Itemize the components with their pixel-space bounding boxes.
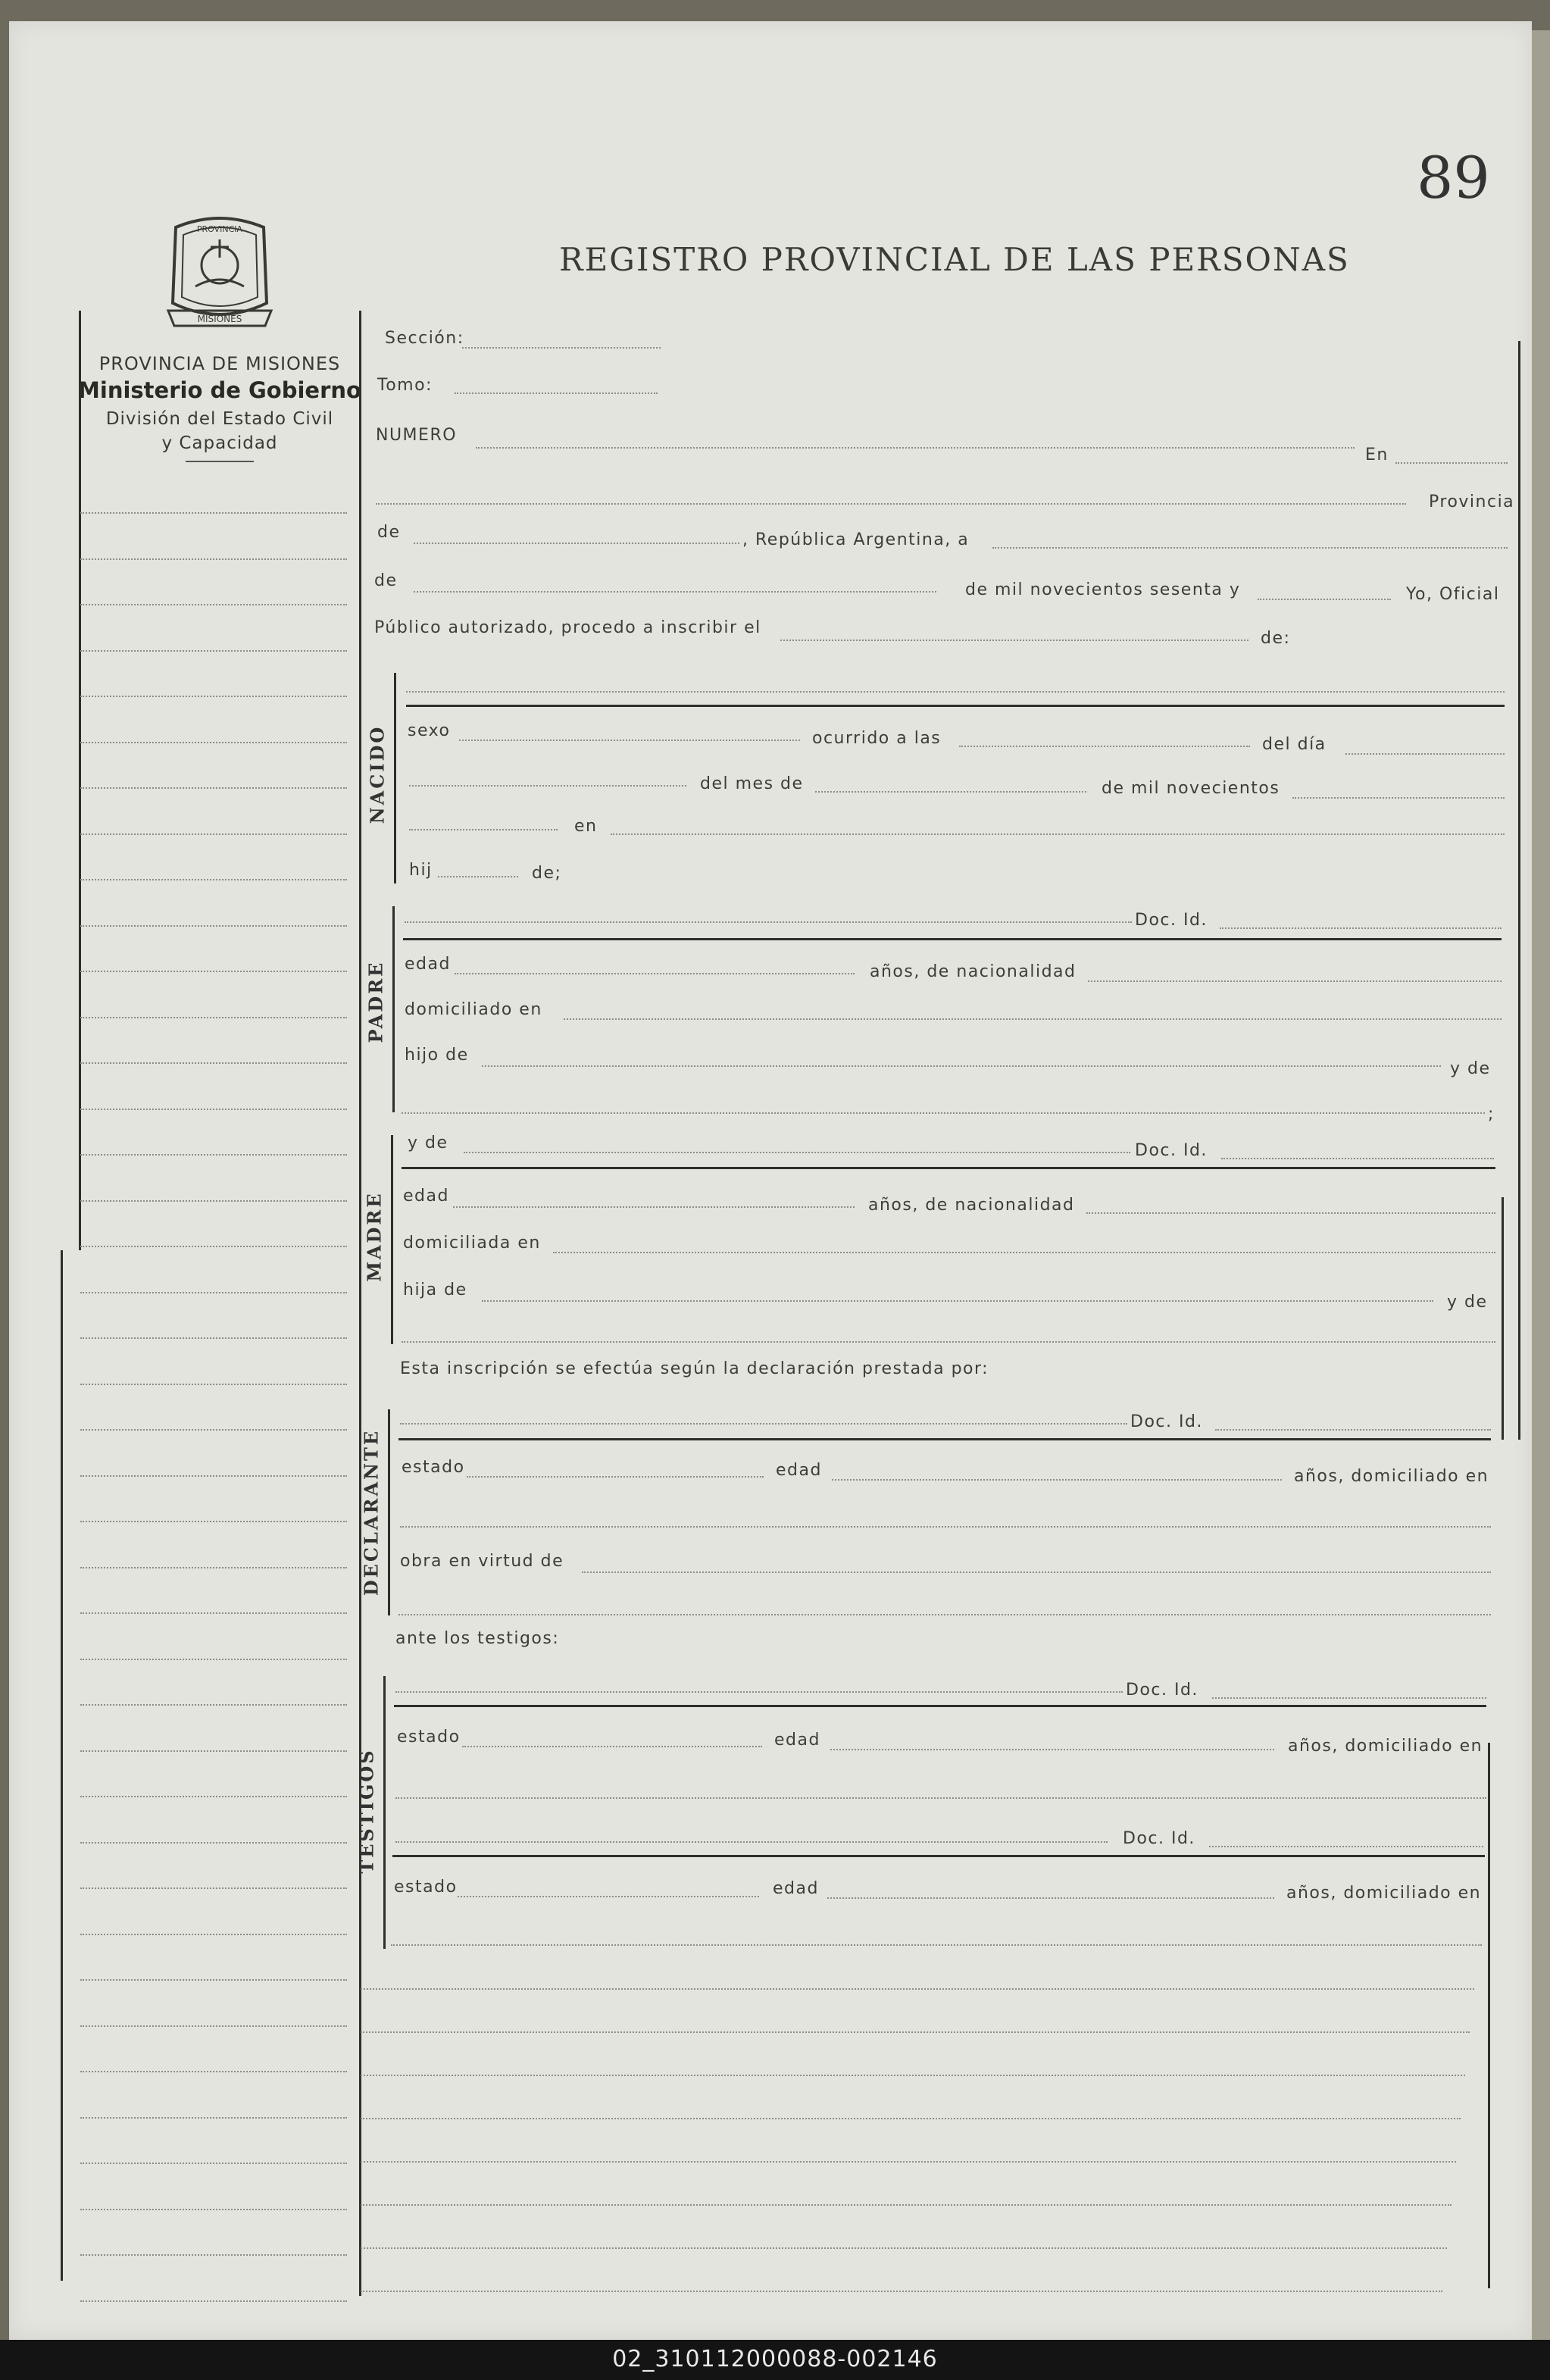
org-division-2: y Capacidad (161, 433, 278, 453)
madre-edad-label: edad (403, 1187, 449, 1206)
province-seal-icon (161, 212, 279, 341)
de-label-2: de (374, 571, 398, 590)
margin-rule-line (80, 1704, 347, 1706)
declarante-doc-field[interactable] (1215, 1429, 1491, 1431)
padre-doc-field[interactable] (1220, 927, 1502, 929)
seal-bottom-text: MISIONES (197, 314, 242, 324)
padre-nacionalidad-field[interactable] (1088, 980, 1502, 982)
de-field-1[interactable] (414, 543, 739, 544)
madre-hija-de-field[interactable] (482, 1300, 1433, 1302)
testigos-bracket (383, 1676, 386, 1949)
margin-rule-line (80, 1062, 347, 1064)
seal-top-text: PROVINCIA (196, 224, 243, 234)
en-field[interactable] (1395, 462, 1508, 464)
dia-field[interactable] (1345, 753, 1505, 755)
de-mil-novecientos-label: de mil novecientos (1102, 779, 1280, 798)
right-border-line-bottom (1488, 1743, 1490, 2288)
margin-rule-line (80, 1750, 347, 1752)
margin-rule-line (80, 971, 347, 972)
margin-rule-line (80, 604, 347, 605)
madre-doc-label: Doc. Id. (1135, 1141, 1208, 1160)
declarante-domicilio-field[interactable] (400, 1526, 1491, 1528)
padre-name-field[interactable] (405, 921, 1132, 923)
padre-bracket (392, 906, 395, 1112)
margin-rule-line (80, 2025, 347, 2027)
declarante-estado-field[interactable] (467, 1476, 764, 1478)
bottom-rule-line (361, 1988, 1474, 1990)
padre-madre-field[interactable] (402, 1112, 1485, 1114)
padre-y-de-label: y de (1450, 1059, 1491, 1078)
de-colon-label: de: (1261, 629, 1291, 648)
madre-domiciliada-label: domiciliada en (403, 1234, 541, 1253)
testigo2-domicilio-field[interactable] (391, 1944, 1482, 1946)
bottom-rule-line (361, 2291, 1442, 2292)
madre-doc-field[interactable] (1221, 1158, 1494, 1159)
testigo1-edad-field[interactable] (830, 1749, 1274, 1750)
margin-rule-line (80, 1567, 347, 1568)
declarante-obra-cont-field[interactable] (398, 1614, 1491, 1615)
declarante-doc-label: Doc. Id. (1130, 1412, 1203, 1431)
lugar-pre-field[interactable] (409, 829, 558, 830)
testigo1-domicilio-field[interactable] (395, 1797, 1486, 1799)
margin-rule-line (80, 1979, 347, 1981)
declarante-obra-label: obra en virtud de (400, 1552, 564, 1571)
padre-domicilio-field[interactable] (564, 1018, 1502, 1020)
org-division-1: División del Estado Civil (105, 409, 334, 429)
testigo1-doc-field[interactable] (1212, 1697, 1486, 1699)
column-divider-line (359, 311, 361, 2296)
testigo2-doc-label: Doc. Id. (1123, 1829, 1195, 1848)
lugar-field[interactable] (611, 833, 1505, 835)
margin-rule-line (80, 2163, 347, 2164)
madre-edad-field[interactable] (453, 1206, 855, 1208)
sexo-field[interactable] (459, 740, 800, 741)
margin-rule-line (80, 1246, 347, 1247)
margin-rule-line (80, 1842, 347, 1844)
publico-label: Público autorizado, procedo a inscribir el (374, 618, 761, 637)
declarante-edad-field[interactable] (832, 1479, 1282, 1481)
section-padre: PADRE (364, 960, 387, 1043)
madre-bracket (391, 1135, 393, 1344)
testigo1-estado-field[interactable] (462, 1746, 762, 1747)
padre-nacionalidad-label: años, de nacionalidad (870, 962, 1077, 981)
margin-rule-line (80, 1521, 347, 1522)
madre-y-de-label: y de (408, 1134, 448, 1152)
hij-de-label: de; (532, 864, 562, 883)
bottom-rule-line (361, 2204, 1452, 2206)
margin-rule-line (80, 2300, 347, 2302)
margin-rule-line (80, 1612, 347, 1614)
margin-rule-line (80, 2209, 347, 2210)
ocurrido-label: ocurrido a las (812, 729, 942, 748)
margin-rule-line (80, 2117, 347, 2119)
numero-field[interactable] (476, 447, 1355, 449)
padre-doc-label: Doc. Id. (1135, 911, 1208, 930)
padre-hijo-de-field[interactable] (482, 1065, 1441, 1067)
numero-label: NUMERO (376, 426, 458, 445)
hij-label: hij (409, 861, 433, 880)
de-field-2[interactable] (414, 591, 936, 593)
margin-rule-line (80, 650, 347, 652)
madre-madre-field[interactable] (402, 1341, 1495, 1343)
bottom-rule-line (361, 2031, 1470, 2033)
margin-rule-line (80, 1887, 347, 1889)
scan-id: 02_310112000088-002146 (612, 2346, 938, 2372)
bottom-rule-line (361, 2075, 1465, 2076)
margin-rule-line (80, 2071, 347, 2072)
year-field[interactable] (1258, 599, 1391, 600)
left-margin-line-bottom (61, 1250, 63, 2281)
bottom-rule-line (361, 2118, 1461, 2119)
org-ministry: Ministerio de Gobierno (78, 377, 361, 403)
tomo-field[interactable] (455, 392, 658, 394)
testigo1-edad-label: edad (774, 1731, 820, 1750)
testigo1-doc-label: Doc. Id. (1126, 1681, 1198, 1700)
mes-field[interactable] (815, 791, 1086, 793)
en-nacido-label: en (574, 817, 598, 836)
sexo-label: sexo (408, 721, 451, 740)
declarante-bracket (388, 1409, 390, 1615)
seccion-label: Sección: (385, 329, 464, 348)
yo-oficial-label: Yo, Oficial (1406, 585, 1500, 604)
tomo-label: Tomo: (377, 376, 433, 395)
margin-rule-line (80, 1475, 347, 1477)
right-border-line-top (1518, 341, 1520, 1440)
margin-rule-line (80, 1659, 347, 1660)
provincia-field[interactable] (376, 503, 1406, 505)
margin-rule-line (80, 1109, 347, 1110)
declarante-edad-label: edad (776, 1461, 822, 1480)
testigo2-edad-label: edad (773, 1879, 819, 1898)
padre-semicolon: ; (1488, 1105, 1495, 1124)
hij-field[interactable] (438, 876, 518, 877)
declarante-obra-field[interactable] (582, 1572, 1491, 1573)
testigo2-rule (392, 1855, 1485, 1857)
padre-rule (403, 938, 1502, 940)
margin-rule-line (80, 558, 347, 560)
section-nacido: NACIDO (366, 724, 389, 824)
republica-label: , República Argentina, a (742, 530, 970, 549)
declarante-rule (398, 1438, 1491, 1440)
margin-rule-line (80, 1337, 347, 1339)
testigo2-edad-field[interactable] (827, 1897, 1274, 1899)
de-label-1: de (377, 523, 401, 542)
section-madre: MADRE (363, 1191, 386, 1282)
section-declarante: DECLARANTE (360, 1428, 383, 1597)
madre-rule (402, 1167, 1495, 1169)
testigo2-anos-label: años, domiciliado en (1286, 1884, 1482, 1903)
hora-field[interactable] (959, 746, 1250, 747)
margin-rule-line (80, 1200, 347, 1202)
testigo1-name-field[interactable] (395, 1691, 1123, 1693)
nacido-name-field[interactable] (406, 691, 1505, 693)
testigo1-rule (394, 1705, 1486, 1707)
margin-rule-line (80, 833, 347, 835)
madre-name-field[interactable] (464, 1152, 1130, 1153)
madre-domicilio-field[interactable] (553, 1252, 1495, 1253)
testigo2-name-field[interactable] (395, 1841, 1108, 1843)
margin-rule-line (80, 925, 347, 927)
padre-edad-field[interactable] (455, 973, 855, 974)
nacido-rule (406, 705, 1505, 707)
en-label: En (1365, 446, 1389, 464)
margin-rule-line (80, 787, 347, 789)
right-border-line-mid (1502, 1197, 1504, 1440)
margin-rule-line (80, 1429, 347, 1431)
seccion-field[interactable] (462, 347, 661, 349)
margin-rule-line (80, 1154, 347, 1156)
margin-rule-line (80, 1017, 347, 1018)
section-testigos: TESTIGOS (355, 1748, 378, 1874)
page-number: 89 (1417, 144, 1490, 211)
margin-rule-line (80, 2254, 347, 2256)
anio-nacimiento-field[interactable] (1292, 797, 1505, 799)
inscribir-field[interactable] (780, 640, 1248, 641)
bottom-rule-line (361, 2161, 1456, 2163)
de-mil-label: de mil novecientos sesenta y (965, 580, 1241, 599)
org-underline (186, 461, 254, 462)
testigo2-doc-field[interactable] (1209, 1846, 1483, 1847)
testigo1-anos-label: años, domiciliado en (1288, 1737, 1483, 1756)
bottom-rule-line (361, 2247, 1447, 2249)
testigo2-estado-label: estado (394, 1878, 458, 1897)
provincia-label: Provincia (1429, 493, 1515, 511)
padre-domiciliado-label: domiciliado en (405, 1000, 542, 1019)
margin-rule-line (80, 1934, 347, 1935)
nacido-bracket (394, 673, 396, 884)
margin-rule-line (80, 1384, 347, 1385)
margin-rule-line (80, 1796, 347, 1797)
declarante-estado-label: estado (402, 1458, 465, 1477)
margin-rule-line (80, 742, 347, 743)
margin-rule-line (80, 1292, 347, 1293)
margin-rule-line (80, 879, 347, 880)
padre-edad-label: edad (405, 955, 451, 974)
del-mes-label: del mes de (700, 774, 804, 793)
declarante-name-field[interactable] (400, 1423, 1127, 1425)
madre-hija-de-label: hija de (403, 1281, 467, 1299)
madre-nacionalidad-field[interactable] (1086, 1212, 1495, 1214)
madre-nacionalidad-label: años, de nacionalidad (868, 1196, 1075, 1215)
testigo1-estado-label: estado (397, 1728, 461, 1747)
date-field[interactable] (992, 547, 1508, 549)
page-title: REGISTRO PROVINCIAL DE LAS PERSONAS (559, 241, 1350, 278)
dia-cont-field[interactable] (409, 785, 686, 787)
del-dia-label: del día (1262, 735, 1327, 754)
margin-rule-line (80, 512, 347, 514)
declarante-anos-label: años, domiciliado en (1294, 1467, 1489, 1486)
margin-rule-line (80, 696, 347, 697)
org-province: PROVINCIA DE MISIONES (98, 353, 341, 374)
testigo2-estado-field[interactable] (458, 1896, 759, 1897)
padre-hijo-de-label: hijo de (405, 1046, 469, 1065)
madre-y-de-end-label: y de (1447, 1293, 1488, 1312)
declaracion-text: Esta inscripción se efectúa según la declaración prestada por: (400, 1359, 989, 1378)
ante-testigos-text: ante los testigos: (395, 1629, 560, 1648)
